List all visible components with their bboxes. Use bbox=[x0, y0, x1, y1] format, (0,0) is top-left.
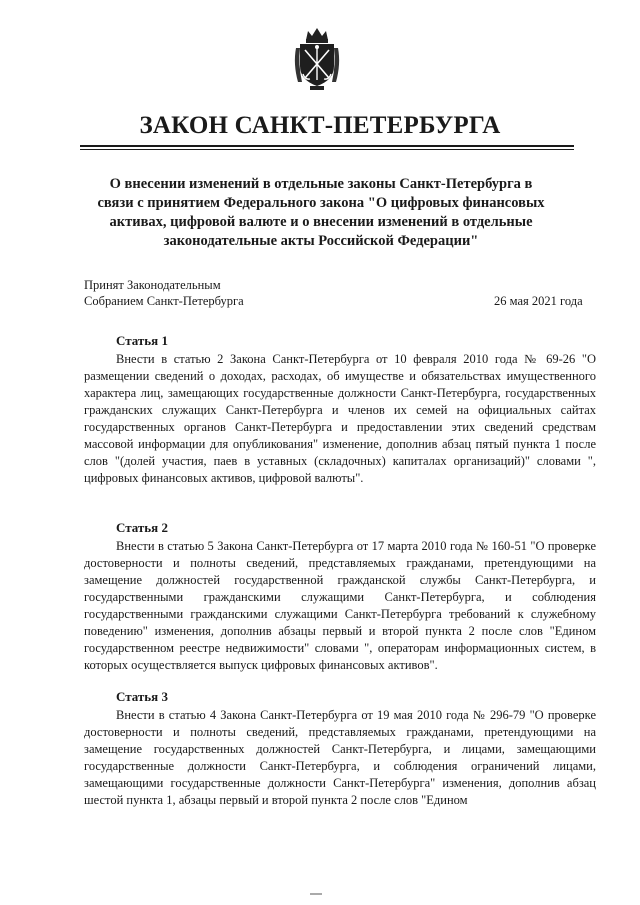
title-rule-thick bbox=[80, 145, 574, 147]
article-3-text: Внести в статью 4 Закона Санкт-Петербурга от 19 мая 2010 года № 296-79 "О проверке достоверности и полноты сведений, представляемых гражданами, претендующими на замещение государственных должностей Санкт-Петербурга, и лицами, замещающими государственные должности Санкт-Петербурга, и соблюдения ограничений лицами, замещающими государственные должности Санкт-Петербурга" изменения, дополнив абзац шестой пункта 1, абзацы первый и второй пункта 2 после слов "Едином bbox=[84, 708, 596, 807]
law-subject: О внесении изменений в отдельные законы Санкт-Петербурга в связи с принятием Федерального закона "О цифровых финансовых активах, цифровой валюте и о внесении изменений в отдельные законодательные акты Российской Федерации" bbox=[97, 176, 545, 249]
adoption-note-line2: Собранием Санкт-Петербурга bbox=[84, 294, 244, 308]
article-1-heading: Статья 1 bbox=[116, 333, 168, 348]
article-2-heading: Статья 2 bbox=[116, 520, 168, 535]
title-rule-thin bbox=[80, 149, 574, 150]
st-petersburg-coat-of-arms-icon bbox=[292, 24, 342, 94]
scan-mark-icon bbox=[309, 891, 323, 897]
adoption-note-line1: Принят Законодательным bbox=[84, 278, 221, 292]
law-title: ЗАКОН САНКТ-ПЕТЕРБУРГА bbox=[139, 112, 501, 139]
adoption-date: 26 мая 2021 года bbox=[494, 294, 583, 308]
article-3-heading: Статья 3 bbox=[116, 689, 168, 704]
article-1-text: Внести в статью 2 Закона Санкт-Петербурга от 10 февраля 2010 года № 69-26 "О размещении сведений о доходах, расходах, об имуществе и обязательствах имущественного характера лиц, замещающих государственные должности Санкт-Петербурга, государственных гражданских служащих Санкт-Петербурга и членов их семей на официальных сайтах государственных органов Санкт-Петербурга и предоставлении этих сведений средствам массовой информации для опубликования" изменение, дополнив абзац пятый пункта 1 после слов "(долей участия, паев в уставных (складочных) капиталах организаций)" словами ", цифровых финансовых активов, цифровой валюты". bbox=[84, 352, 596, 485]
article-2-text: Внести в статью 5 Закона Санкт-Петербурга от 17 марта 2010 года № 160-51 "О проверке достоверности и полноты сведений, представляемых гражданами, претендующими на замещение должностей государственной гражданской службы Санкт-Петербурга, и государственными гражданскими служащими Санкт-Петербурга, и соблюдения государственными гражданскими служащими Санкт-Петербурга требований к служебному поведению" изменения, дополнив абзацы первый и второй пункта 2 после слов "Едином государственном реестре недвижимости" словами ", операторам информационных систем, в которых осуществляется выпуск цифровых финансовых активов". bbox=[84, 539, 596, 672]
adoption-note bbox=[84, 277, 244, 309]
